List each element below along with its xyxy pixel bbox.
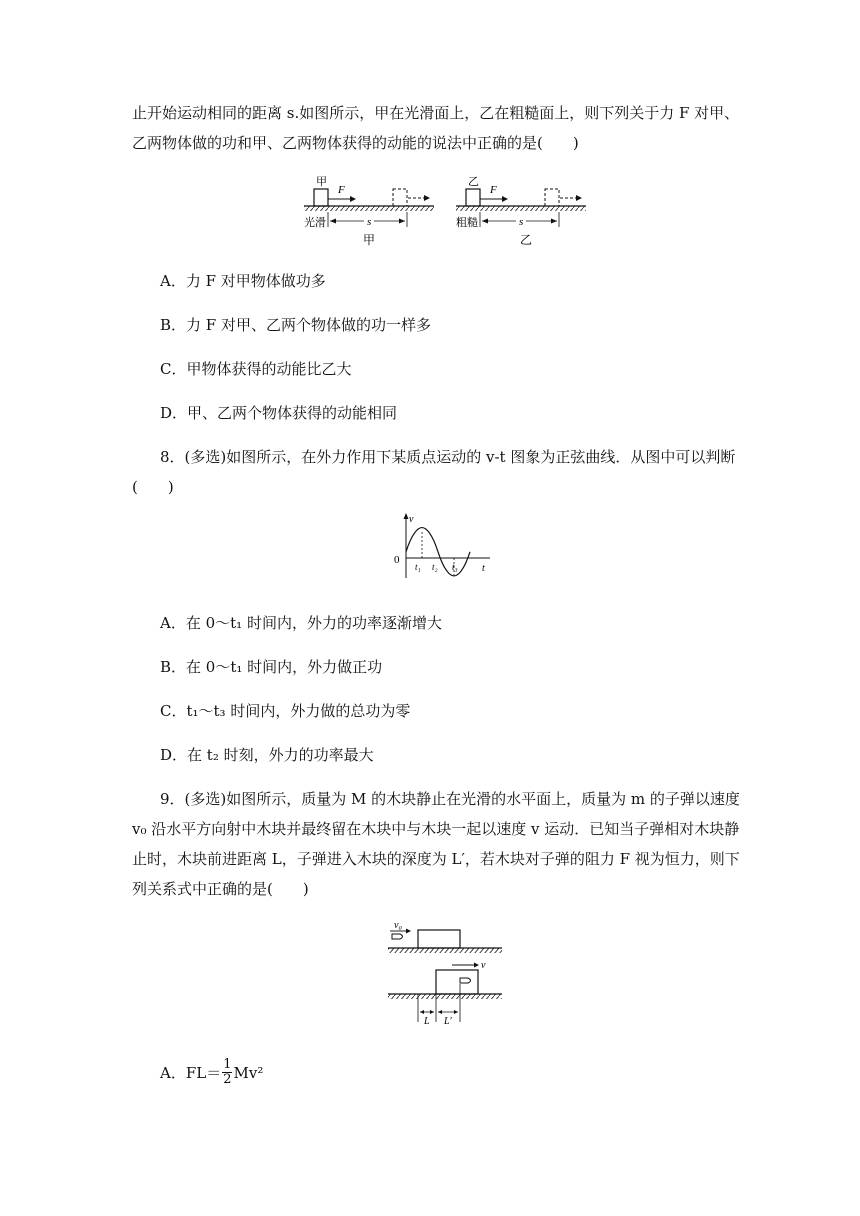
- q7-option-b: B．力 F 对甲、乙两个物体做的功一样多: [160, 316, 431, 334]
- q7-option-c: C．甲物体获得的动能比乙大: [160, 360, 352, 378]
- q7-option-a: A．力 F 对甲物体做功多: [160, 272, 326, 290]
- block-label: 甲: [316, 176, 327, 188]
- q8-option-d: D．在 t₂ 时刻，外力的功率最大: [160, 746, 374, 764]
- q9-stem-line-1: 9．(多选)如图所示，质量为 M 的木块静止在光滑的水平面上，质量为 m 的子弹以速度: [160, 790, 740, 808]
- block-final-dashed: [393, 189, 407, 206]
- q8-option-a: A．在 0～t₁ 时间内，外力的功率逐渐增大: [160, 614, 442, 632]
- force-label: F: [490, 184, 497, 196]
- q7-stem-line-2: 乙两物体做的功和甲、乙两物体获得的动能的说法中正确的是( ): [132, 134, 579, 152]
- q9-stem-line-4: 列关系式中正确的是( ): [132, 880, 309, 898]
- ground-hatch: [456, 206, 586, 211]
- q8-option-c: C．t₁～t₃ 时间内，外力做的总功为零: [160, 702, 411, 720]
- q8-vt-graph: [390, 512, 495, 584]
- q9-option-a: [160, 1058, 263, 1087]
- bullet-before: [392, 934, 403, 939]
- q8-option-b: B．在 0～t₁ 时间内，外力做正功: [160, 658, 383, 676]
- fraction-numerator: 1: [223, 1057, 232, 1072]
- distance-label: s: [367, 216, 372, 228]
- v0-label: v₀: [394, 920, 402, 931]
- q8-stem-line-1: 8．(多选)如图所示，在外力作用下某质点运动的 v-t 图象为正弦曲线．从图中可以判断: [160, 448, 736, 466]
- v-axis-label: v: [409, 514, 414, 525]
- t-axis-label: t: [482, 563, 485, 574]
- block-after: [436, 970, 478, 994]
- bullet-embedded: [460, 978, 471, 983]
- q9-stem-line-2: v₀ 沿水平方向射中木块并最终留在木块中与木块一起以速度 v 运动．已知当子弹相对木块静: [132, 820, 740, 838]
- distance-label: s: [519, 216, 524, 228]
- fraction-denominator: 2: [223, 1072, 232, 1087]
- origin-label: 0: [394, 554, 400, 566]
- surface-label: 粗糙: [456, 217, 478, 229]
- option-a-prefix: A．FL＝: [160, 1063, 222, 1082]
- t3-label: t₃: [452, 562, 458, 572]
- q9-stem-line-3: 止时，木块前进距离 L，子弹进入木块的深度为 L′，若木块对子弹的阻力 F 视为恒力，则下: [132, 850, 740, 868]
- t1-label: t₁: [415, 562, 421, 572]
- q7-right-diagram: [456, 175, 586, 247]
- q9-figure: [384, 918, 506, 1030]
- t2-label: t₂: [432, 562, 438, 572]
- v-label: v: [481, 960, 486, 971]
- Lprime-label: L′: [444, 1016, 452, 1027]
- block-before: [418, 930, 460, 948]
- q7-figure: [298, 172, 598, 252]
- fraction-one-half: [222, 1058, 232, 1087]
- q7-stem-line-1: 止开始运动相同的距离 s.如图所示，甲在光滑面上，乙在粗糙面上，则下列关于力 F 对甲、: [132, 104, 740, 122]
- force-arrow: [502, 196, 508, 202]
- ground-hatch: [304, 206, 434, 211]
- caption-yi: 乙: [520, 233, 533, 247]
- q7-option-d: D．甲、乙两个物体获得的动能相同: [160, 404, 398, 422]
- surface-label: 光滑: [304, 217, 326, 229]
- L-label: L: [424, 1016, 430, 1027]
- force-arrow: [350, 196, 356, 202]
- block-jia: [314, 189, 328, 206]
- caption-jia: 甲: [363, 233, 376, 247]
- block-final-dashed: [545, 189, 559, 206]
- q7-left-diagram: [304, 175, 434, 247]
- force-label: F: [338, 184, 345, 196]
- block-yi: [466, 189, 480, 206]
- q8-stem-line-2: ( ): [132, 478, 174, 496]
- block-label: 乙: [468, 176, 479, 188]
- option-a-suffix: Mv²: [233, 1063, 264, 1082]
